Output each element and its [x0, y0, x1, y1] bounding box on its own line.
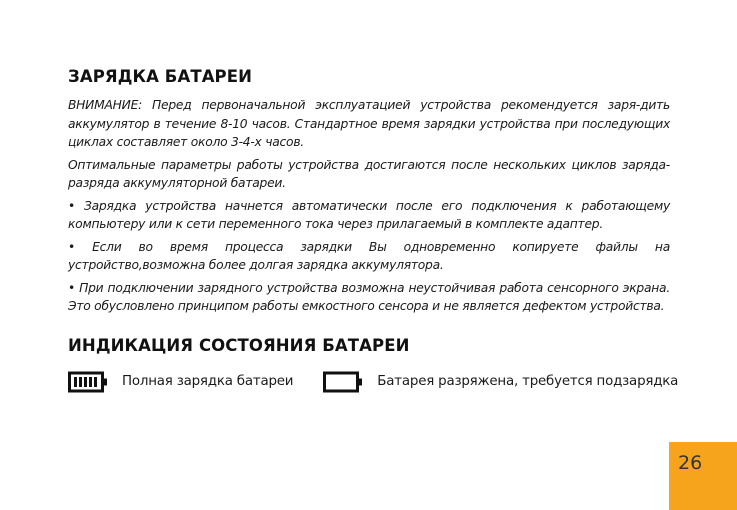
charging-bullet-touch: • При подключении зарядного устройства возможна неустойчивая работа сенсорного экрана. Это обусловлено принципом работы емкостного сенсора и не является дефектом устройства.	[68, 280, 670, 313]
charging-bullet-auto: • Зарядка устройства начнется автоматически после его подключения к работающему компьютеру или к сети переменного тока через прилагаемый в комплекте адаптер.	[68, 198, 670, 231]
battery-full-icon	[68, 371, 109, 393]
indicator-full-label: Полная зарядка батареи	[122, 374, 294, 389]
manual-page	[68, 67, 679, 393]
indicator-empty	[323, 371, 678, 393]
battery-empty-icon	[323, 371, 364, 393]
charging-section-title: ЗАРЯДКА БАТАРЕИ	[68, 67, 253, 86]
charging-warning-paragraph: ВНИМАНИЕ: Перед первоначальной эксплуатацией устройства рекомендуется заря-дить аккумулятор в течение 8-10 часов. Стандартное время зарядки устройства при последующих циклах составляет около 3-4-х часов.	[68, 98, 670, 149]
page-number: 26	[678, 452, 703, 474]
indicator-empty-label: Батарея разряжена, требуется подзарядка	[377, 374, 679, 389]
indicator-full	[68, 371, 293, 393]
charging-optimal-paragraph: Оптимальные параметры работы устройства достигаются после нескольких циклов заряда-разряда аккумуляторной батареи.	[68, 157, 670, 190]
charging-bullet-copy: • Если во время процесса зарядки Вы одновременно копируете файлы на устройство,возможна более долгая зарядка аккумулятора.	[68, 239, 670, 272]
battery-status-section-title: ИНДИКАЦИЯ СОСТОЯНИЯ БАТАРЕИ	[68, 335, 410, 355]
battery-indicators	[68, 371, 679, 393]
